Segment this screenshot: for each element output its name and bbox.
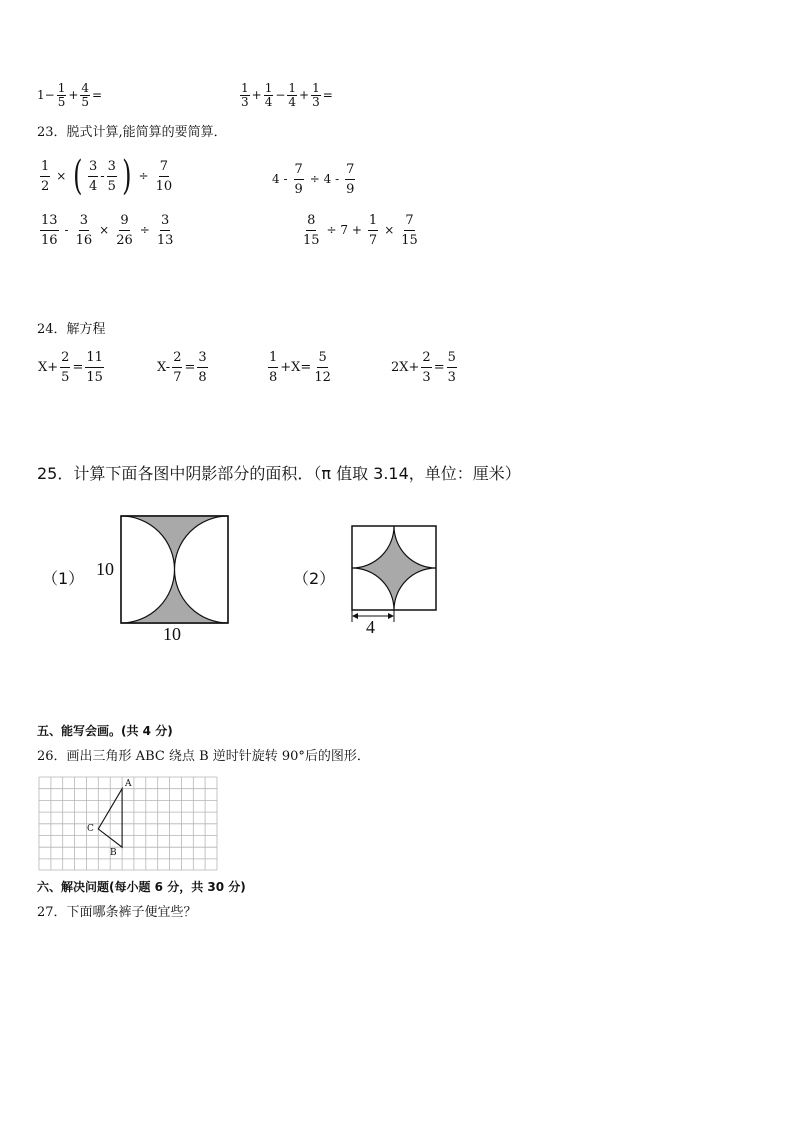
- expr-text: ÷ 4 -: [309, 172, 340, 186]
- numerator: 9: [119, 211, 129, 231]
- numerator: 3: [160, 211, 170, 231]
- numerator: 11: [85, 348, 104, 368]
- numerator: 5: [447, 348, 457, 368]
- operator: −: [275, 88, 286, 102]
- denominator: 5: [57, 95, 66, 109]
- point-c-label: C: [87, 824, 94, 834]
- fraction: [40, 157, 50, 196]
- denominator: 13: [156, 233, 174, 248]
- fraction: [345, 160, 355, 199]
- fraction: [75, 211, 94, 250]
- fraction: [80, 82, 90, 109]
- figure-2-shaded-square: [348, 522, 440, 626]
- denominator: 7: [368, 233, 378, 248]
- equals-sign: =: [322, 88, 333, 102]
- expr-text: X+: [38, 360, 59, 375]
- point-a-label: A: [125, 779, 132, 789]
- operator: +: [68, 88, 79, 102]
- operator: ×: [384, 223, 395, 237]
- operator: ×: [56, 168, 67, 183]
- q23-expression-2: [272, 160, 357, 199]
- expr-text: X-: [157, 360, 171, 375]
- operator: ÷: [139, 223, 150, 237]
- denominator: 16: [41, 233, 58, 248]
- fraction: [115, 211, 134, 250]
- denominator: 8: [269, 370, 278, 385]
- fraction: [313, 348, 332, 387]
- denominator: 9: [346, 182, 355, 197]
- numerator: 4: [81, 81, 90, 95]
- numerator: 7: [159, 157, 169, 177]
- fraction: [447, 348, 457, 387]
- numerator: 5: [317, 348, 327, 368]
- numerator: 1: [268, 348, 278, 368]
- fraction: [240, 82, 250, 109]
- fraction: [85, 348, 104, 387]
- fraction: [400, 211, 419, 250]
- denominator: 7: [173, 370, 182, 385]
- section-5-title: 五、能写会画。(共 4 分): [37, 724, 173, 738]
- numerator: 13: [40, 211, 59, 231]
- fraction: [57, 82, 67, 109]
- q26-title: 26．画出三角形 ABC 绕点 B 逆时针旋转 90°后的图形．: [37, 749, 370, 764]
- equals-sign: =: [184, 360, 196, 375]
- denominator: 4: [288, 95, 297, 109]
- operator: -: [64, 223, 69, 237]
- top-expression-1: [37, 82, 102, 109]
- denominator: 5: [107, 178, 116, 194]
- fraction: [421, 348, 431, 387]
- q24-equation-1: [38, 348, 106, 387]
- fraction: [287, 82, 297, 109]
- expr-text: 2X+: [391, 360, 420, 375]
- fraction: [264, 82, 274, 109]
- numerator: 3: [88, 157, 98, 177]
- denominator: 10: [155, 178, 173, 194]
- figure-1-shaded-square: [118, 513, 232, 625]
- fraction: [60, 348, 70, 387]
- fraction: [107, 157, 117, 196]
- figure-2-dimension: 4: [366, 617, 375, 637]
- q24-equation-2: [157, 348, 210, 387]
- numerator: 1: [241, 81, 249, 95]
- denominator: 15: [86, 370, 103, 385]
- operator: -: [100, 168, 105, 184]
- numerator: 1: [264, 81, 273, 95]
- denominator: 3: [447, 370, 456, 385]
- q25-title: 25．计算下面各图中阴影部分的面积．（π 值取 3.14，单位：厘米）: [37, 464, 521, 483]
- figure-1-label: （1）: [42, 569, 85, 588]
- arrow-left-icon: [352, 613, 358, 619]
- numerator: 1: [288, 81, 297, 95]
- fraction: [197, 348, 207, 387]
- denominator: 15: [401, 233, 418, 248]
- section-6-title: 六、解决问题(每小题 6 分，共 30 分): [37, 880, 246, 894]
- expr-text: +X=: [280, 360, 312, 375]
- denominator: 8: [198, 370, 207, 385]
- equals-sign: =: [92, 88, 103, 102]
- figure-1-bottom-length: 10: [163, 624, 181, 644]
- denominator: 26: [116, 233, 133, 248]
- fraction: [155, 157, 174, 196]
- denominator: 9: [294, 182, 303, 197]
- expr-text: ÷ 7 +: [326, 223, 362, 237]
- numerator: 7: [404, 211, 414, 231]
- fraction: [368, 211, 378, 250]
- fraction: [172, 348, 182, 387]
- q23-expression-1: [38, 153, 175, 199]
- numerator: 2: [60, 348, 70, 368]
- expr-text: 4 -: [272, 172, 288, 186]
- numerator: 1: [368, 211, 378, 231]
- denominator: 3: [312, 95, 320, 109]
- numerator: 2: [421, 348, 431, 368]
- numerator: 1: [57, 81, 66, 95]
- denominator: 2: [41, 178, 50, 194]
- numerator: 8: [306, 211, 316, 231]
- operator: ÷: [138, 168, 149, 183]
- fraction: [294, 160, 304, 199]
- denominator: 5: [61, 370, 70, 385]
- left-paren: (: [73, 153, 83, 199]
- operator: +: [299, 88, 310, 102]
- q24-equation-3: [266, 348, 334, 387]
- q24-title: 24．解方程: [37, 322, 106, 337]
- denominator: 3: [241, 95, 249, 109]
- numerator: 7: [294, 160, 304, 180]
- denominator: 12: [314, 370, 331, 385]
- fraction: [40, 211, 59, 250]
- fraction: [268, 348, 278, 387]
- fraction: [88, 157, 98, 196]
- figure-2-label: （2）: [293, 569, 336, 588]
- denominator: 16: [75, 233, 93, 248]
- q23-expression-3: [38, 211, 176, 250]
- numerator: 3: [197, 348, 207, 368]
- fraction: [156, 211, 175, 250]
- denominator: 15: [303, 233, 320, 248]
- operator: +: [251, 88, 262, 102]
- denominator: 4: [88, 178, 98, 194]
- figure-1-side-length: 10: [96, 559, 114, 579]
- grid-lines: [39, 777, 217, 870]
- top-expression-2: [238, 82, 333, 109]
- q23-title: 23．脱式计算,能简算的要简算．: [37, 125, 227, 140]
- denominator: 3: [422, 370, 431, 385]
- fraction: [311, 82, 321, 109]
- equals-sign: =: [72, 360, 84, 375]
- grid-with-triangle: [38, 776, 219, 872]
- numerator: 1: [312, 81, 320, 95]
- q23-expression-4: [300, 211, 421, 250]
- q24-equation-4: [391, 348, 459, 387]
- numerator: 1: [40, 157, 50, 177]
- arrow-right-icon: [388, 613, 394, 619]
- expr-text: 1−: [37, 88, 55, 102]
- operator: ×: [99, 223, 110, 237]
- numerator: 3: [79, 211, 89, 231]
- right-paren: ): [122, 153, 132, 199]
- equals-sign: =: [433, 360, 445, 375]
- numerator: 7: [345, 160, 355, 180]
- numerator: 3: [107, 157, 117, 177]
- numerator: 2: [172, 348, 182, 368]
- denominator: 4: [264, 95, 273, 109]
- point-b-label: B: [110, 848, 117, 858]
- fraction: [302, 211, 321, 250]
- denominator: 5: [81, 95, 90, 109]
- q27-title: 27．下面哪条裤子便宜些？: [37, 905, 197, 920]
